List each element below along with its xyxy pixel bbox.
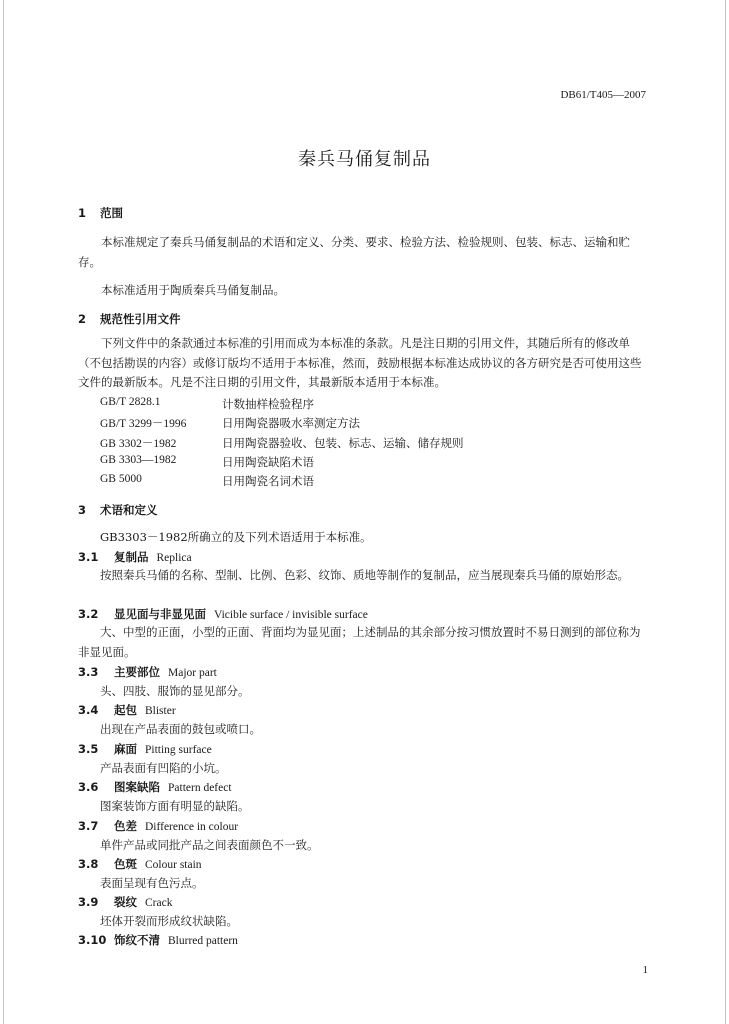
document-code: DB61/T405—2007 xyxy=(560,89,646,101)
page-title: 秦兵马俑复制品 xyxy=(298,149,431,170)
scope-paragraph-1: 本标准规定了秦兵马俑复制品的术语和定义、分类、要求、检验方法、检验规则、包装、标志、运输和贮存。 xyxy=(78,235,630,269)
section-heading-2 xyxy=(78,311,181,327)
references-paragraph: 下列文件中的条款通过本标准的引用而成为本标准的条款。凡是注日期的引用文件，其随后所有的修改单（不包括勘误的内容）或修订版均不适用于本标准，然而，鼓励根据本标准达成协议的各方研究是否可使用这些文件的最新版本。凡是不注日期的引用文件，其最新版本适用于本标准。 xyxy=(78,336,642,389)
term-definition: 图案装饰方面有明显的缺陷。 xyxy=(100,799,250,813)
section-title: 术语和定义 xyxy=(100,503,158,517)
term-name-en: Difference in colour xyxy=(145,821,239,833)
term-number: 3.7 xyxy=(78,819,99,833)
term-definition: 大、中型的正面，小型的正面、背面均为显见面；上述制品的其余部分按习惯放置时不易日测到的部位称为非显见面。 xyxy=(78,625,641,659)
term-name-zh: 色斑 xyxy=(114,857,137,871)
ref-title: 日用陶瓷名词术语 xyxy=(222,474,314,488)
term-name-en: Major part xyxy=(168,667,217,679)
term-name-zh: 裂纹 xyxy=(114,895,137,909)
term-name-zh: 色差 xyxy=(114,819,137,833)
term-name-zh: 主要部位 xyxy=(114,665,160,679)
term-number: 3.10 xyxy=(78,933,107,947)
term-definition: 头、四肢、服饰的显见部分。 xyxy=(100,684,250,698)
term-name-zh: 复制品 xyxy=(114,550,149,564)
term-heading xyxy=(78,606,368,622)
term-name-zh: 饰纹不清 xyxy=(114,933,160,947)
term-heading xyxy=(78,741,212,757)
term-definition: 坯体开裂而形成纹状缺陷。 xyxy=(100,914,238,928)
ref-title: 日用陶瓷器吸水率测定方法 xyxy=(222,416,360,430)
term-number: 3.9 xyxy=(78,895,99,909)
ref-code: GB 3302－1982 xyxy=(100,438,177,450)
term-heading xyxy=(78,856,202,872)
section-title: 范围 xyxy=(100,206,123,220)
term-number: 3.1 xyxy=(78,550,99,564)
term-name-en: Pitting surface xyxy=(145,744,212,756)
term-heading xyxy=(78,818,238,834)
term-name-zh: 显见面与非显见面 xyxy=(114,607,206,621)
ref-title: 计数抽样检验程序 xyxy=(222,397,314,411)
ref-code: GB/T 3299－1996 xyxy=(100,418,187,430)
section-number: 3 xyxy=(78,503,87,517)
section-number: 2 xyxy=(78,312,87,326)
term-definition: 出现在产品表面的鼓包或喷口。 xyxy=(100,722,261,736)
section-heading-3 xyxy=(78,502,158,518)
page-number: 1 xyxy=(642,964,648,976)
ref-code: GB 5000 xyxy=(100,473,142,485)
term-definition: 单件产品或同批产品之间表面颜色不一致。 xyxy=(100,838,319,852)
term-number: 3.8 xyxy=(78,857,99,871)
section-number: 1 xyxy=(78,206,87,220)
ref-code: GB/T 2828.1 xyxy=(100,396,161,408)
term-number: 3.4 xyxy=(78,703,99,717)
term-heading xyxy=(78,932,238,948)
scope-paragraph-2: 本标准适用于陶质秦兵马俑复制品。 xyxy=(101,283,285,297)
term-name-en: Blurred pattern xyxy=(168,935,238,947)
terms-intro: GB3303－1982所确立的及下列术语适用于本标准。 xyxy=(100,530,372,544)
term-name-en: Replica xyxy=(156,552,192,564)
term-heading xyxy=(78,779,232,795)
term-name-zh: 图案缺陷 xyxy=(114,780,160,794)
term-number: 3.5 xyxy=(78,742,99,756)
ref-code: GB 3303—1982 xyxy=(100,454,177,466)
term-heading xyxy=(78,664,217,680)
term-heading xyxy=(78,702,176,718)
ref-title: 日用陶瓷缺陷术语 xyxy=(222,455,314,469)
section-heading-1 xyxy=(78,205,123,221)
ref-title: 日用陶瓷器验收、包装、标志、运输、储存规则 xyxy=(222,436,464,450)
term-number: 3.3 xyxy=(78,665,99,679)
term-name-zh: 起包 xyxy=(114,703,137,717)
term-definition: 表面呈现有色污点。 xyxy=(100,876,204,890)
term-name-en: Crack xyxy=(145,897,173,909)
term-name-en: Blister xyxy=(145,705,176,717)
term-name-en: Vicible surface / invisible surface xyxy=(214,609,368,621)
term-heading xyxy=(78,549,192,565)
term-name-en: Pattern defect xyxy=(168,782,232,794)
term-number: 3.2 xyxy=(78,607,99,621)
term-number: 3.6 xyxy=(78,780,99,794)
section-title: 规范性引用文件 xyxy=(100,312,181,326)
term-name-en: Colour stain xyxy=(145,859,202,871)
term-definition: 产品表面有凹陷的小坑。 xyxy=(100,761,227,775)
term-name-zh: 麻面 xyxy=(114,742,137,756)
term-definition: 按照秦兵马俑的名称、型制、比例、色彩、纹饰、质地等制作的复制品，应当展现秦兵马俑的原始形态。 xyxy=(100,568,629,582)
term-heading xyxy=(78,894,172,910)
